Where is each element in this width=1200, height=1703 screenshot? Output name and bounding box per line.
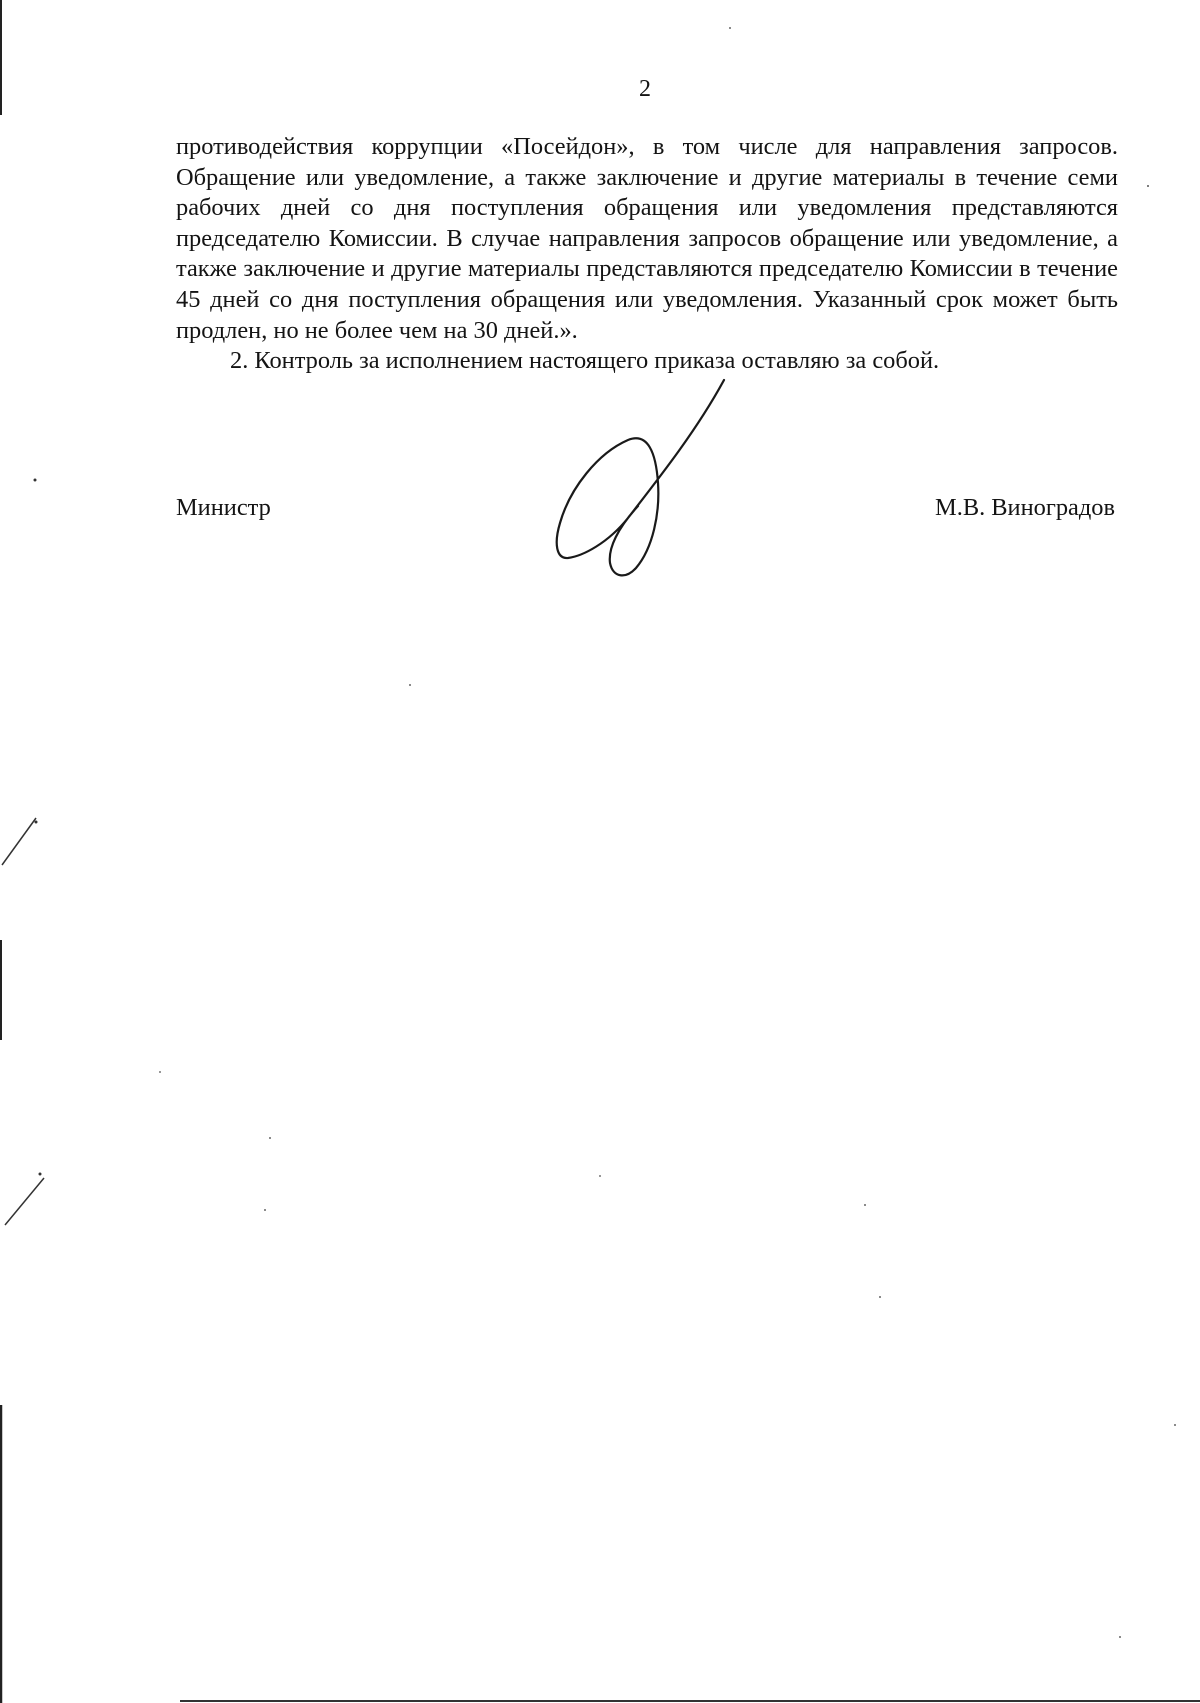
paragraph-control-clause: 2. Контроль за исполнением настоящего приказа оставляю за собой. bbox=[230, 347, 940, 375]
paragraph-continuation: противодействия коррупции «Посейдон», в том числе для направления запросов. Обращение или уведомление, а также заключение и другие материалы в течение семи рабочих дней со дня поступления обращения или уведомления представляются председателю Комиссии. В случае направления запросов обращение или уведомление, а также заключение и другие материалы представляются председателю Комиссии в течение 45 дней со дня поступления обращения или уведомления. Указанный срок может быть продлен, но не более чем на 30 дней.». bbox=[176, 133, 1118, 344]
page-number: 2 bbox=[639, 76, 651, 102]
handwritten-signature bbox=[548, 378, 738, 584]
document-body bbox=[176, 132, 1118, 377]
signatory-name: М.В. Виноградов bbox=[935, 494, 1115, 521]
signatory-position: Министр bbox=[176, 494, 271, 521]
